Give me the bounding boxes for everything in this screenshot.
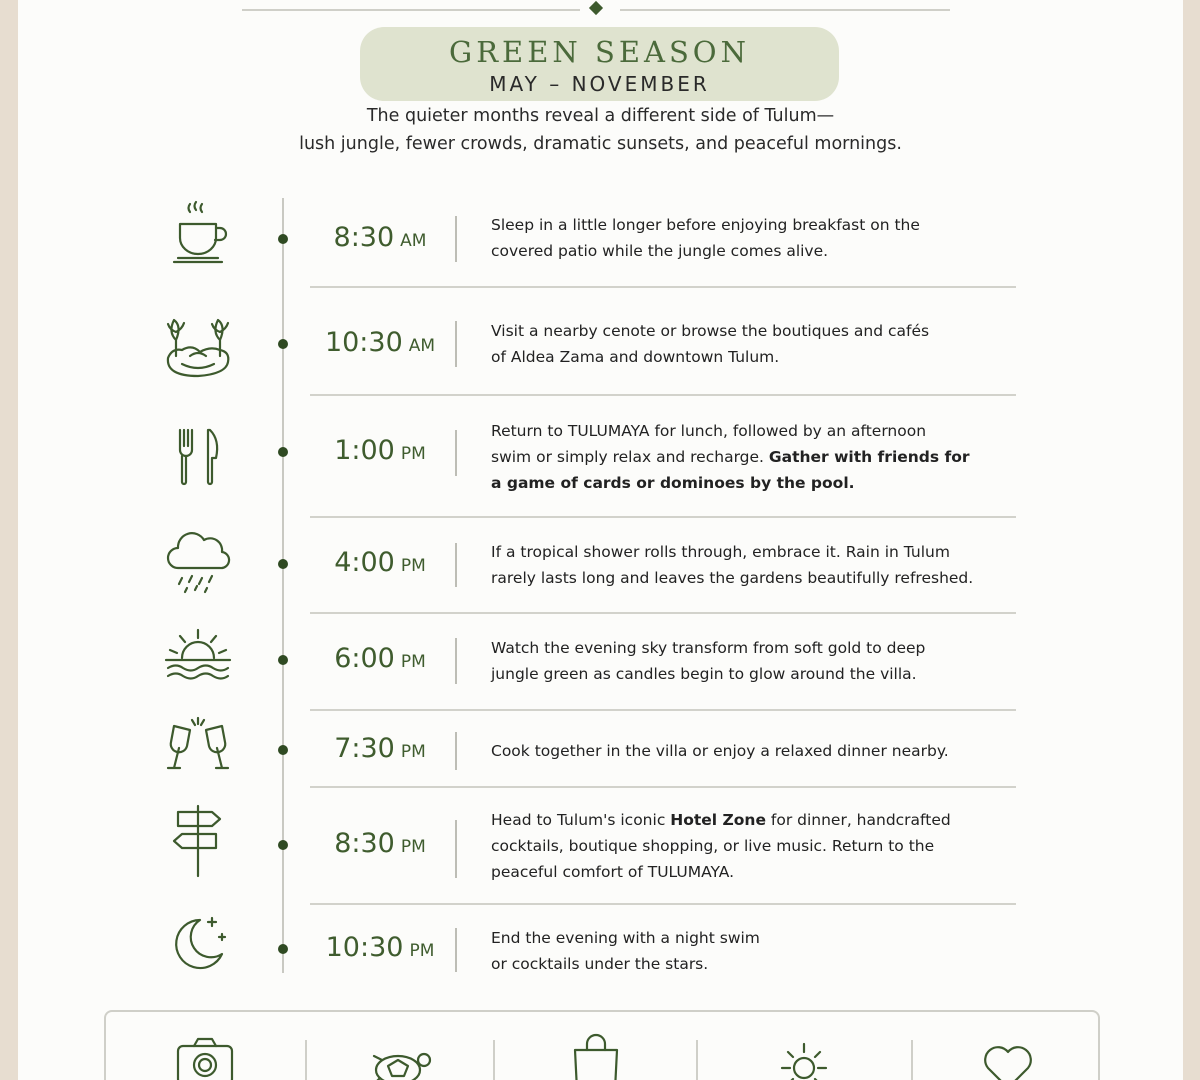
coffee-cup-icon — [160, 196, 236, 272]
time-divider — [455, 543, 457, 587]
rain-cloud-icon — [160, 524, 236, 600]
footer-divider — [493, 1040, 495, 1080]
schedule-description: Sleep in a little longer before enjoying breakfast on the covered patio while the jungle comes alive. — [491, 216, 920, 260]
timeline-dot — [278, 655, 288, 665]
timeline-dot — [278, 447, 288, 457]
row-separator — [310, 709, 1016, 711]
time-label: 8:30 AM — [333, 222, 427, 253]
schedule-description: If a tropical shower rolls through, embrace it. Rain in Tulum rarely lasts long and leaves the gardens beautifully refreshed. — [491, 543, 974, 587]
moon-stars-icon — [160, 906, 236, 982]
timeline-dot — [278, 840, 288, 850]
season-title: GREEN SEASON — [449, 35, 750, 69]
timeline-dot — [278, 234, 288, 244]
schedule-description: Watch the evening sky transform from soft gold to deep jungle green as candles begin to glow around the villa. — [491, 639, 926, 683]
itinerary-page — [18, 0, 1183, 1080]
time-label: 4:00 PM — [334, 547, 426, 578]
time-divider — [455, 321, 457, 367]
intro-line-2: lush jungle, fewer crowds, dramatic sunsets, and peaceful mornings. — [299, 134, 902, 154]
row-separator — [310, 286, 1016, 288]
time-label: 1:00 PM — [334, 435, 426, 466]
footer-divider — [305, 1040, 307, 1080]
time-label: 6:00 PM — [334, 643, 426, 674]
timeline-dot — [278, 944, 288, 954]
time-label: 7:30 PM — [334, 733, 426, 764]
time-label: 8:30 PM — [334, 828, 426, 859]
row-separator — [310, 786, 1016, 788]
schedule-description: Visit a nearby cenote or browse the boutiques and cafés of Aldea Zama and downtown Tulum. — [491, 322, 930, 366]
footer-divider — [696, 1040, 698, 1080]
timeline-dot — [278, 559, 288, 569]
row-separator — [310, 516, 1016, 518]
row-separator — [310, 612, 1016, 614]
season-dates: MAY – NOVEMBER — [489, 72, 710, 96]
time-label: 10:30 PM — [325, 932, 435, 963]
fork-knife-icon — [160, 420, 236, 496]
ornament-diamond-icon — [589, 1, 603, 15]
time-label: 10:30 AM — [324, 327, 436, 358]
time-divider — [455, 638, 457, 684]
sun-icon — [769, 1030, 839, 1080]
row-separator — [310, 394, 1016, 396]
ornament-line-right — [620, 9, 950, 11]
signpost-icon — [160, 802, 236, 878]
turtle-icon — [366, 1030, 436, 1080]
shopping-bag-icon — [561, 1030, 631, 1080]
camera-icon — [170, 1030, 240, 1080]
cenote-icon — [160, 310, 236, 386]
time-divider — [455, 928, 457, 972]
timeline-dot — [278, 339, 288, 349]
sunset-icon — [160, 620, 236, 696]
heart-icon — [973, 1030, 1043, 1080]
footer-divider — [911, 1040, 913, 1080]
schedule-description: Head to Tulum's iconic Hotel Zone for dinner, handcrafted cocktails, boutique shopping, or live music. Return to the peaceful comfort of TULUMAYA. — [491, 811, 951, 881]
time-divider — [455, 430, 457, 476]
time-divider — [455, 732, 457, 770]
schedule-description: Return to TULUMAYA for lunch, followed by an afternoon swim or simply relax and recharge. Gather with friends for a game of cards or dominoes by the pool. — [491, 422, 970, 492]
timeline-line — [282, 198, 284, 973]
schedule-description: Cook together in the villa or enjoy a relaxed dinner nearby. — [491, 742, 949, 760]
row-separator — [310, 903, 1016, 905]
time-divider — [455, 820, 457, 878]
ornament-line-left — [242, 9, 580, 11]
intro-line-1: The quieter months reveal a different side of Tulum— — [366, 106, 835, 126]
schedule-description: End the evening with a night swim or cocktails under the stars. — [491, 929, 760, 973]
timeline-dot — [278, 745, 288, 755]
time-divider — [455, 216, 457, 262]
wine-glasses-icon — [160, 712, 236, 788]
